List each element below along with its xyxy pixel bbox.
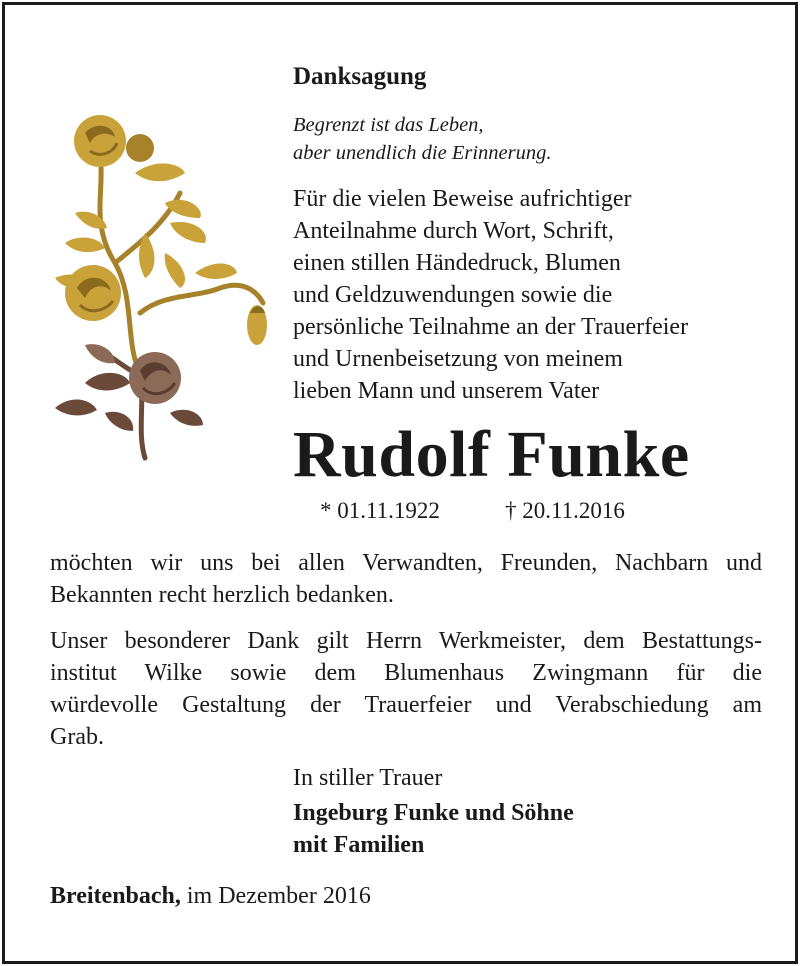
mourners-line: mit Familien (293, 832, 425, 858)
intro-line: Für die vielen Beweise aufrichtiger (293, 186, 632, 212)
place-and-date (50, 883, 371, 910)
motto-line: aber unendlich die Erinnerung. (293, 142, 552, 164)
mourners-names (293, 797, 574, 861)
motto-quote (293, 111, 551, 167)
intro-line: persönliche Teilnahme an der Trauerfeier (293, 314, 689, 340)
intro-line: und Geldzuwendungen sowie die (293, 282, 613, 308)
paragraph-line: Unser besonderer Dank gilt Herrn Werkmeister, dem Bestattungs- (50, 628, 762, 654)
intro-line: lieben Mann und unserem Vater (293, 378, 600, 404)
special-thanks-paragraph (50, 625, 762, 753)
paragraph-line: würdevolle Gestaltung der Trauerfeier und Verabschiedung am (50, 692, 762, 718)
thanks-paragraph (50, 547, 762, 611)
place: Breitenbach, (50, 883, 181, 909)
paragraph-line: Bekannten recht herzlich bedanken. (50, 582, 394, 608)
birth-date: * 01.11.1922 (320, 498, 440, 523)
intro-line: Anteilnahme durch Wort, Schrift, (293, 218, 614, 244)
page-title: Danksagung (293, 63, 427, 90)
mourners-line: Ingeburg Funke und Söhne (293, 800, 574, 826)
deceased-name: Rudolf Funke (293, 418, 690, 491)
obituary-card (2, 2, 798, 964)
paragraph-line: institut Wilke sowie dem Blumenhaus Zwingmann für die (50, 660, 762, 686)
date: im Dezember 2016 (186, 883, 371, 909)
intro-line: und Urnenbeisetzung von meinem (293, 346, 623, 372)
paragraph-line: Grab. (50, 724, 104, 750)
mourning-label: In stiller Trauer (293, 765, 443, 791)
rose-ornament-icon (45, 113, 275, 465)
intro-line: einen stillen Händedruck, Blumen (293, 250, 621, 276)
motto-line: Begrenzt ist das Leben, (293, 114, 484, 136)
paragraph-line: möchten wir uns bei allen Verwandten, Freunden, Nachbarn und (50, 550, 762, 576)
intro-text (293, 183, 688, 407)
death-date: † 20.11.2016 (505, 498, 625, 523)
